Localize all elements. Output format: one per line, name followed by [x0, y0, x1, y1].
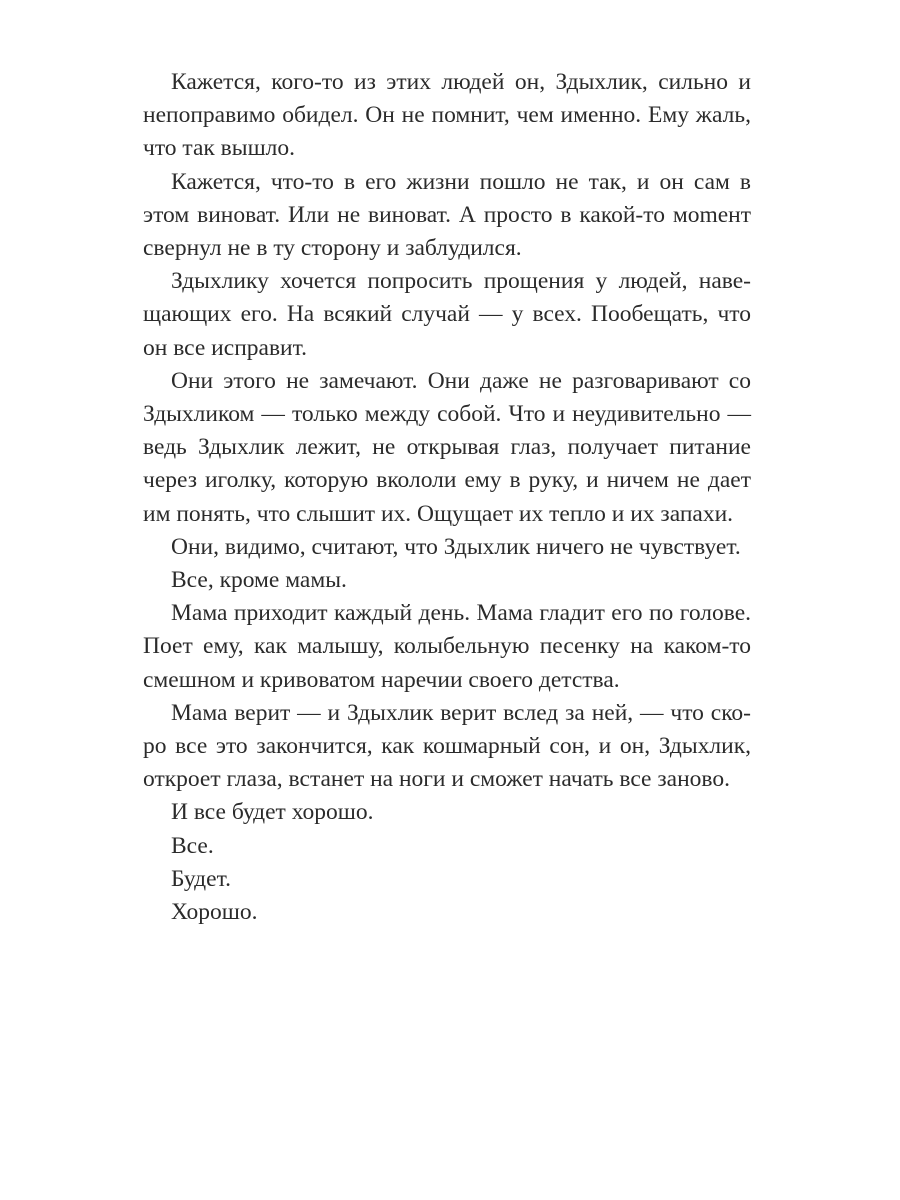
- paragraph: Все, кроме мамы.: [171, 567, 347, 594]
- paragraph: Они этого не замечают. Они даже не разговаривают со Здыхликом — только между собой. Что и неудивительно — ведь Здыхлик лежит, не открывая глаз, получает питание через иголку, которую вкололи ему в руку, и ничем не дает им понять, что слышит их. Ощущает их тепло и их запахи.: [143, 367, 751, 527]
- paragraph: Хорошо.: [171, 899, 258, 926]
- paragraph: Кажется, что-то в его жизни пошло не так, и он сам в этом виноват. Или не виноват. А просто в какой-то моmент свернул не в ту сторону и заблудился.: [143, 168, 751, 262]
- paragraph: Все.: [171, 832, 214, 859]
- paragraph: И все будет хорошо.: [171, 799, 374, 826]
- paragraph: Здыхлику хочется попросить прощения у людей, навещающих его. На всякий случай — у всех. Пообещать, что он все исправит.: [143, 268, 751, 361]
- paragraph: Мама верит — и Здыхлик верит вслед за ней, — что скоро все это закончится, как кошмарный сон, и он, Здыхлик, откроет глаза, встанет на ноги и сможет начать все заново.: [143, 699, 751, 793]
- paragraph: Мама приходит каждый день. Мама гладит его по голове. Поет ему, как малышу, колыбельную песенку на каком-то смешном и кривоватом наречии своего детства.: [143, 600, 751, 693]
- paragraph: Будет.: [171, 865, 231, 892]
- paragraph: Они, видимо, считают, что Здыхлик ничего не чувствует.: [171, 533, 741, 560]
- paragraph: Кажется, кого-то из этих людей он, Здыхлик, сильно и непоправимо обидел. Он не помнит, чем именно. Ему жаль, что так вышло.: [143, 69, 751, 162]
- book-page: [143, 66, 751, 929]
